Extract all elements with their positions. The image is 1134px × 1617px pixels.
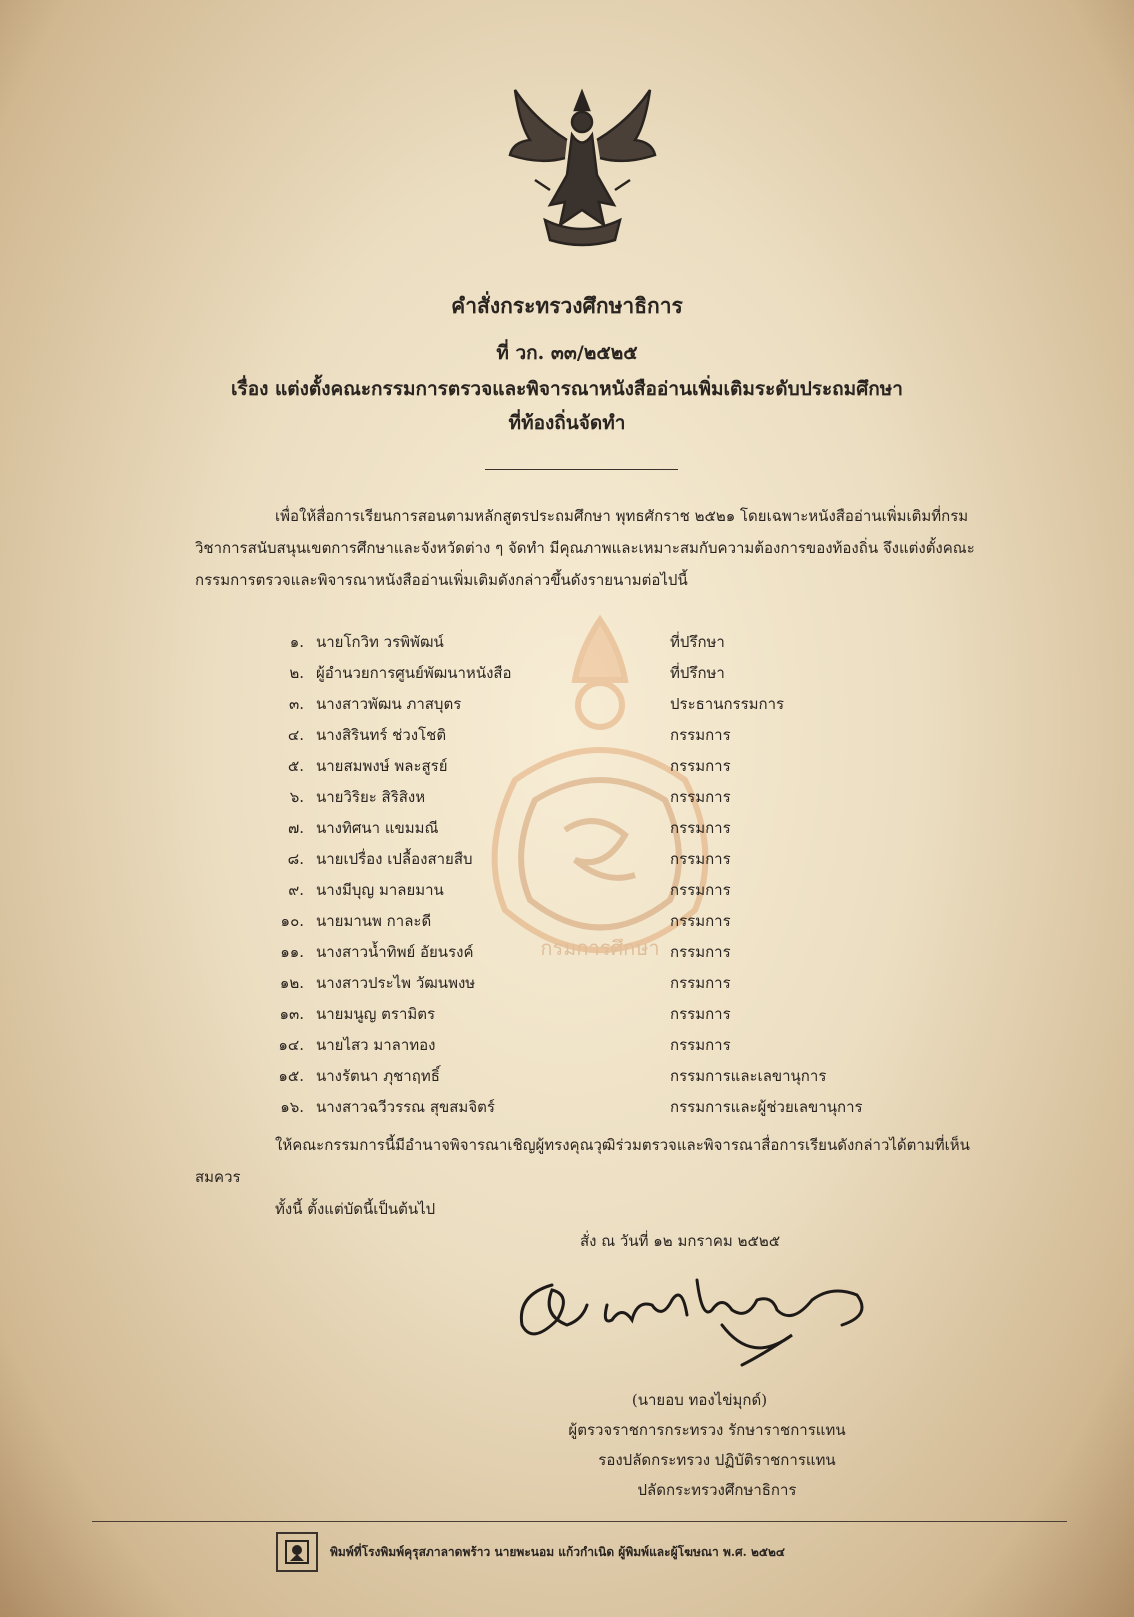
- member-role: กรรมการและเลขานุการ: [670, 1067, 827, 1085]
- member-row: [0, 847, 1134, 879]
- subject-line-2: ที่ท้องถิ่นจัดทำ: [508, 412, 626, 434]
- title-divider: [485, 469, 678, 470]
- member-name: นายมนูญ ตรามิตร: [316, 1005, 436, 1023]
- member-row: [0, 816, 1134, 848]
- member-role: กรรมการ: [670, 788, 731, 806]
- member-number: ๕.: [287, 757, 304, 775]
- member-row: [0, 723, 1134, 755]
- member-name: นายไสว มาลาทอง: [316, 1036, 436, 1054]
- member-role: กรรมการ: [670, 819, 731, 837]
- member-row: [0, 909, 1134, 941]
- member-row: [0, 1095, 1134, 1127]
- member-row: [0, 1002, 1134, 1034]
- member-name: นางสาวประไพ วัฒนพงษ: [316, 974, 476, 992]
- member-role: กรรมการ: [670, 974, 731, 992]
- member-name: นายสมพงษ์ พละสูรย์: [316, 757, 448, 775]
- signer-title-2: รองปลัดกระทรวง ปฏิบัติราชการแทน: [598, 1451, 836, 1469]
- member-row: [0, 940, 1134, 972]
- member-name: นายมานพ กาละดี: [316, 912, 432, 930]
- member-row: [0, 878, 1134, 910]
- member-number: ๗.: [287, 819, 304, 837]
- member-number: ๙.: [288, 881, 304, 899]
- member-role: กรรมการและผู้ช่วยเลขานุการ: [670, 1098, 863, 1116]
- footer-divider: [92, 1521, 1067, 1522]
- member-name: นายวิริยะ สิริสิงห: [316, 788, 426, 806]
- subject: [0, 372, 1134, 440]
- watermark-text: กรมการศึกษา: [540, 936, 660, 960]
- member-name: นางรัตนา ภุชาฤทธิ์: [316, 1067, 440, 1085]
- member-name: นายโกวิท วรพิพัฒน์: [316, 633, 444, 651]
- member-role: กรรมการ: [670, 943, 731, 961]
- member-number: ๖.: [289, 788, 304, 806]
- signer-title-3: ปลัดกระทรวงศึกษาธิการ: [637, 1481, 797, 1499]
- member-row: [0, 692, 1134, 724]
- member-row: [0, 661, 1134, 693]
- member-role: กรรมการ: [670, 850, 731, 868]
- signer-title-1: ผู้ตรวจราชการกระทรวง รักษาราชการแทน: [568, 1421, 846, 1439]
- member-name: นายเปรื่อง เปลื้องสายสืบ: [316, 850, 473, 868]
- printer-footer: พิมพ์ที่โรงพิมพ์คุรุสภาลาดพร้าว นายพะนอม แก้วกำเนิด ผู้พิมพ์และผู้โฆษณา พ.ศ. ๒๕๒๔: [330, 1545, 785, 1559]
- member-number: ๑๒.: [279, 974, 304, 992]
- member-number: ๔.: [287, 726, 304, 744]
- printer-logo-icon: [276, 1532, 318, 1572]
- member-name: นางสาวน้ำทิพย์ อัยนรงค์: [316, 943, 474, 961]
- member-row: [0, 630, 1134, 662]
- member-role: ที่ปรึกษา: [670, 664, 725, 682]
- member-name: นางสาวพัฒน ภาสบุตร: [316, 695, 462, 713]
- member-name: นางมีบุญ มาลยมาน: [316, 881, 444, 899]
- member-row: [0, 1064, 1134, 1096]
- member-number: ๒.: [289, 664, 304, 682]
- effective-clause: ทั้งนี้ ตั้งแต่บัดนี้เป็นต้นไป: [275, 1200, 436, 1218]
- member-role: กรรมการ: [670, 912, 731, 930]
- member-role: ประธานกรรมการ: [670, 695, 785, 713]
- instruction-paragraph: ให้คณะกรรมการนี้มีอำนาจพิจารณาเชิญผู้ทรงคุณวุฒิร่วมตรวจและพิจารณาสื่อการเรียนดังกล่าวได้ตามที่เห็นสมควร: [195, 1136, 970, 1186]
- member-number: ๑๓.: [279, 1005, 304, 1023]
- garuda-emblem-icon: [505, 80, 660, 250]
- member-name: นางสาวฉวีวรรณ สุขสมจิตร์: [316, 1098, 495, 1116]
- member-row: [0, 971, 1134, 1003]
- member-number: ๑๖.: [280, 1098, 304, 1116]
- member-name: ผู้อำนวยการศูนย์พัฒนาหนังสือ: [316, 664, 512, 682]
- member-number: ๑๔.: [278, 1036, 304, 1054]
- member-row: [0, 754, 1134, 786]
- member-number: ๘.: [287, 850, 304, 868]
- member-role: กรรมการ: [670, 1036, 731, 1054]
- order-number: ที่ วก. ๓๓/๒๕๒๕: [496, 342, 638, 364]
- signature-icon: [512, 1265, 882, 1375]
- member-name: นางทิศนา แขมมณี: [316, 819, 439, 837]
- member-role: กรรมการ: [670, 881, 731, 899]
- subject-line-1: เรื่อง แต่งตั้งคณะกรรมการตรวจและพิจารณาหนังสืออ่านเพิ่มเติมระดับประถมศึกษา: [231, 378, 903, 400]
- member-role: กรรมการ: [670, 726, 731, 744]
- member-role: ที่ปรึกษา: [670, 633, 725, 651]
- document-title: คำสั่งกระทรวงศึกษาธิการ: [451, 293, 683, 318]
- member-number: ๑.: [289, 633, 304, 651]
- member-row: [0, 785, 1134, 817]
- member-number: ๑๐.: [280, 912, 304, 930]
- intro-paragraph: เพื่อให้สื่อการเรียนการสอนตามหลักสูตรประถมศึกษา พุทธศักราช ๒๕๒๑ โดยเฉพาะหนังสืออ่านเพิ่มเติมที่กรมวิชาการสนับสนุนเขตการศึกษาและจังหวัดต่าง ๆ จัดทำ มีคุณภาพและเหมาะสมกับความต้องการของท้องถิ่น จึงแต่งตั้งคณะกรรมการตรวจและพิจารณาหนังสืออ่านเพิ่มเติมดังกล่าวขึ้นดังรายนามต่อไปนี้: [195, 507, 975, 589]
- member-name: นางสิรินทร์ ช่วงโชติ: [316, 726, 447, 744]
- member-role: กรรมการ: [670, 757, 731, 775]
- member-role: กรรมการ: [670, 1005, 731, 1023]
- signer-name: (นายอบ ทองไข่มุกด์): [631, 1391, 768, 1409]
- order-date: สั่ง ณ วันที่ ๑๒ มกราคม ๒๕๒๕: [580, 1232, 781, 1250]
- member-number: ๑๑.: [280, 943, 304, 961]
- member-number: ๓.: [288, 695, 304, 713]
- member-number: ๑๕.: [278, 1067, 304, 1085]
- member-row: [0, 1033, 1134, 1065]
